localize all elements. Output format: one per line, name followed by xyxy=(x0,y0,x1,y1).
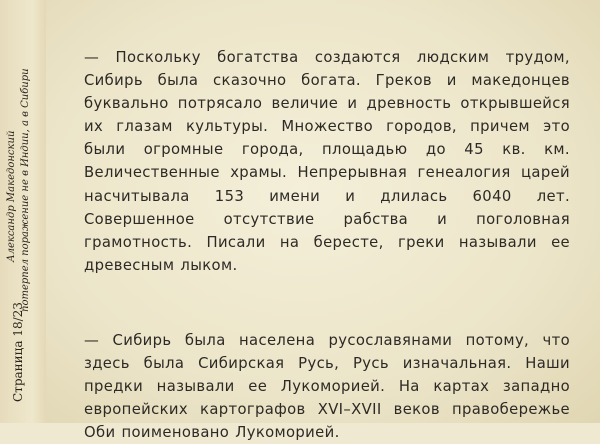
page-number: Страница 18/23 xyxy=(11,302,25,402)
page-body xyxy=(84,46,570,444)
paragraph: — Сибирь была населена русославянами потому, что здесь была Сибирская Русь, Русь изначальная. Наши предки называли ее Лукоморией. На картах западно европейских картографов XVI–XVII веков правобережье Оби поименовано Лукоморией. xyxy=(84,331,570,442)
paragraph: — Поскольку богатства создаются людским трудом, Сибирь была сказочно богата. Греков и македонцев буквально потрясало величие и древность открывшейся их глазам культуры. Множество городов, причем это были огромные города, площадью до 45 кв. км. Величественные храмы. Непрерывная генеалогия царей насчитывала 153 имени и длилась 6040 лет. Совершенное отсутствие рабства и поголовная грамотность. Писали на бересте, греки называли ее древесным лыком. xyxy=(84,49,570,274)
page-margin-header xyxy=(0,0,46,423)
running-header-author: Александр Македонский xyxy=(6,130,17,262)
running-header-title: потерпел поражение не в Индии, а в Сибири xyxy=(20,68,31,312)
